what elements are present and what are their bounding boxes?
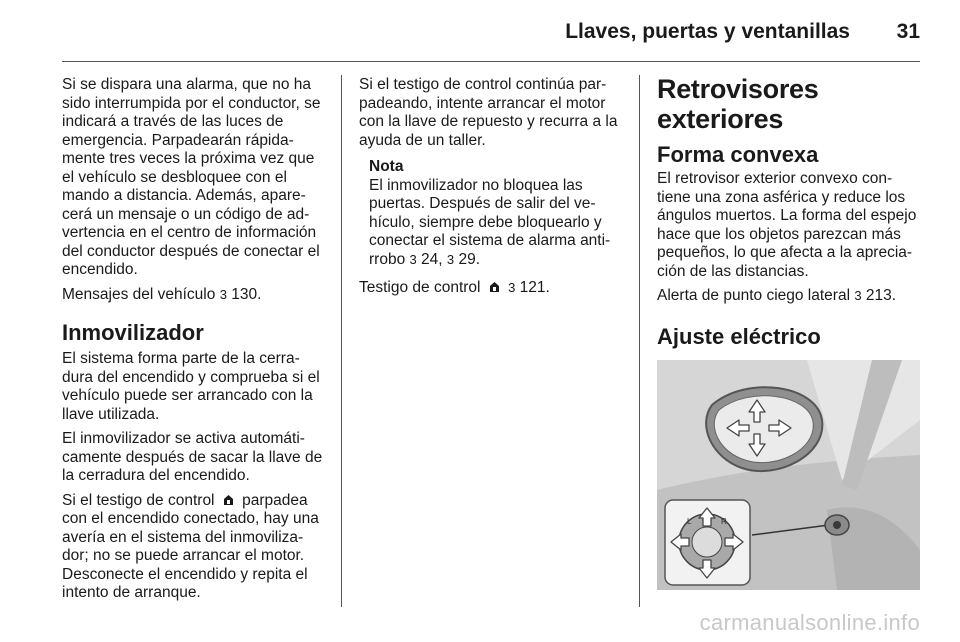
svg-text:L: L	[687, 516, 692, 526]
immobilizer-warning-icon	[222, 493, 235, 506]
door-switch-icon	[825, 515, 849, 535]
text: Mensajes del vehículo	[62, 285, 216, 303]
text: Si el testigo de control	[62, 491, 215, 509]
immobilizer-warning-icon	[488, 280, 501, 293]
paragraph	[62, 492, 327, 603]
page-ref-arrow-icon: 3	[446, 251, 455, 267]
svg-text:R: R	[721, 516, 727, 526]
page-ref-link[interactable]: 29.	[458, 250, 481, 268]
paragraph: El sistema forma parte de la cerra-dura del encendido y comprueba si el vehículo puede ser arrancado con la llave utilizada.	[62, 350, 320, 423]
note-text	[369, 177, 624, 270]
paragraph: El retrovisor exterior convexo con-tiene una zona asférica y reduce los ángulos muertos. La forma del espejo hace que los objetos parezcan más pequeños, lo que afecta a la aprecia-ción de las distancias.	[657, 170, 917, 280]
mirror-adjustment-illustration	[657, 360, 920, 590]
header-rule	[62, 61, 920, 62]
header-title: Llaves, puertas y ventanillas	[565, 20, 850, 43]
page-ref-link[interactable]: 130.	[231, 285, 262, 303]
page-ref-link[interactable]: 24,	[421, 250, 443, 268]
paragraph: Si se dispara una alarma, que no ha sido interrumpida por el conductor, se indicará a través de las luces de emergencia. Parpadearán rápida-mente tres veces la próxima vez que el vehículo se desbloquee con el mando a distancia. Además, apare-cerá un mensaje o un código de ad-vertencia en el centro de información del conductor después de conectar el encendido.	[62, 76, 321, 278]
column-divider	[341, 75, 342, 607]
column-divider	[639, 75, 640, 607]
paragraph: Si el testigo de control continúa par-padeando, intente arrancar el motor con la llave de repuesto y recurra a la ayuda de un taller.	[359, 76, 618, 149]
page-ref-link[interactable]: 121.	[519, 279, 550, 296]
page-ref-arrow-icon: 3	[854, 288, 862, 303]
chapter-heading: Retrovisores exteriores	[657, 74, 819, 134]
page-ref-arrow-icon: 3	[409, 251, 417, 267]
note-box	[369, 158, 624, 269]
text: Alerta de punto ciego lateral	[657, 287, 851, 304]
column-left	[62, 76, 327, 609]
section-heading: Forma convexa	[657, 142, 819, 167]
switch-detail-inset	[665, 500, 750, 585]
paragraph	[359, 279, 624, 298]
text: parpadea con el encendido conectado, hay una avería en el sistema del inmoviliza-dor; no se puede arrancar el motor. Desconecte el encendido y repita el intento de arranque.	[62, 491, 319, 601]
paragraph	[62, 286, 327, 305]
page-number: 31	[896, 20, 920, 43]
watermark: carmanualsonline.info	[699, 610, 920, 635]
section-heading: Inmovilizador	[62, 320, 204, 345]
column-middle	[359, 76, 624, 304]
page-ref-arrow-icon: 3	[508, 280, 516, 295]
page-ref-arrow-icon: 3	[219, 286, 227, 302]
column-right	[657, 74, 923, 590]
text: Testigo de control	[359, 279, 481, 296]
paragraph	[657, 287, 923, 306]
page-ref-link[interactable]: 213.	[865, 287, 897, 304]
note-title: Nota	[369, 158, 404, 175]
paragraph: El inmovilizador se activa automáti-camente después de sacar la llave de la cerradura del encendido.	[62, 430, 323, 484]
text: El inmovilizador no bloquea las puertas. Después de salir del ve-hículo, siempre debe bloquearlo y conectar el sistema de alarma anti-rrobo	[369, 176, 611, 268]
mirror-illustration-drawing	[657, 360, 920, 590]
section-heading: Ajuste eléctrico	[657, 323, 821, 349]
